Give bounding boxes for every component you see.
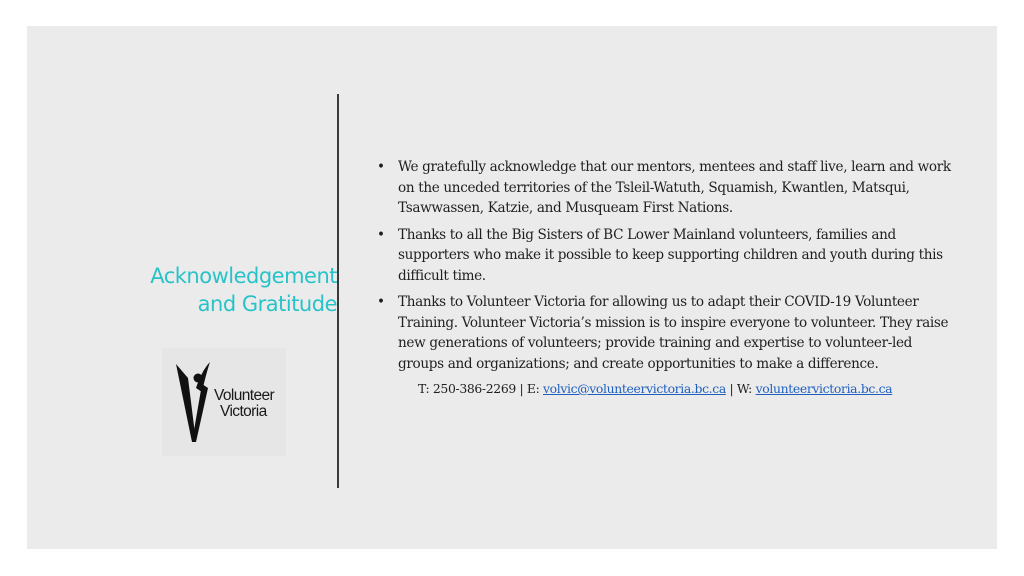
website-link[interactable]: volunteervictoria.bc.ca (755, 381, 893, 396)
contact-line (372, 380, 952, 398)
logo-line-2: Victoria (220, 403, 267, 420)
bullet-marker: • (377, 294, 385, 310)
contact-phone: T: 250-386-2269 | E: (418, 381, 544, 396)
bullet-marker: • (377, 226, 385, 243)
bullet-item (372, 292, 952, 374)
logo-text (214, 388, 274, 420)
title-line-1: Acknowledgement (150, 264, 337, 288)
content-body (372, 157, 952, 398)
contact-separator: | W: (725, 381, 756, 396)
volunteer-victoria-logo (162, 348, 286, 456)
slide-title (77, 262, 337, 318)
email-link[interactable]: volvic@volunteervictoria.bc.ca (543, 381, 726, 396)
logo-line-1: Volunteer (214, 387, 275, 404)
bullet-item (372, 225, 952, 287)
bullet-marker: • (377, 159, 385, 175)
vertical-divider (337, 94, 339, 488)
bullet-text: Thanks to all the Big Sisters of BC Lower Mainland volunteers, families and supporters who make it possible to keep supporting children and youth during this difficult time. (398, 226, 943, 284)
bullet-text: We gratefully acknowledge that our mentors, mentees and staff live, learn and work on the unceded territories of the Tsleil-Watuth, Squamish, Kwantlen, Matsqui, Tsawwassen, Katzie, and Musqueam First Nations. (398, 159, 951, 216)
bullet-item (372, 157, 952, 219)
slide (27, 26, 997, 549)
bullet-text: Thanks to Volunteer Victoria for allowing us to adapt their COVID-19 Volunteer Training. Volunteer Victoria’s mission is to inspire everyone to volunteer. They raise new generations of volunteers; provide training and expertise to volunteer-led groups and organizations; and create opportunities to make a difference. (398, 294, 949, 372)
title-line-2: and Gratitude (197, 292, 337, 316)
